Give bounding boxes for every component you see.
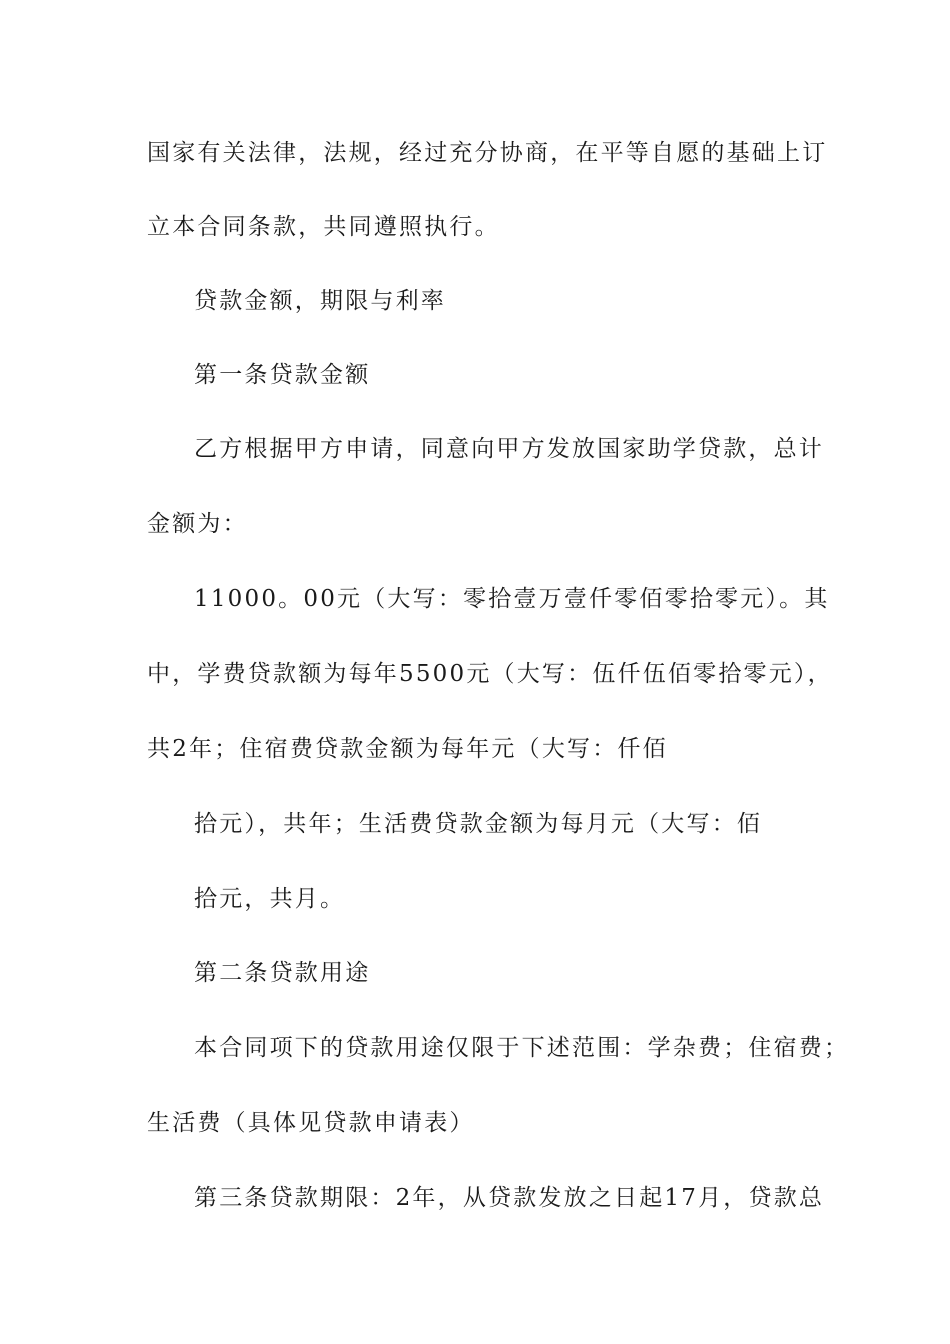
text-line: 本合同项下的贷款用途仅限于下述范围：学杂费；住宿费； [194,1035,850,1061]
text-line: 中，学费贷款额为每年5500元（大写：伍仟伍佰零拾零元）， [147,661,833,687]
section-heading: 贷款金额，期限与利率 [194,288,446,314]
text-line: 生活费（具体见贷款申请表） [147,1110,475,1136]
article-heading: 第一条贷款金额 [194,362,371,388]
text-line: 立本合同条款，共同遵照执行。 [147,214,500,240]
text-line: 金额为： [147,511,248,537]
text-line: 拾元，共月。 [194,886,346,912]
text-line: 国家有关法律，法规，经过充分协商，在平等自愿的基础上订 [147,140,828,166]
article-heading: 第二条贷款用途 [194,960,371,986]
text-line: 拾元），共年；生活费贷款金额为每月元（大写：佰 [194,811,763,837]
text-line: 乙方根据甲方申请，同意向甲方发放国家助学贷款，总计 [194,436,824,462]
text-line: 共2年；住宿费贷款金额为每年元（大写：仟佰 [147,736,668,762]
article-heading: 第三条贷款期限：2年，从贷款发放之日起17月，贷款总 [194,1185,825,1211]
text-line: 11000。00元（大写：零拾壹万壹仟零佰零拾零元）。其 [194,586,830,612]
